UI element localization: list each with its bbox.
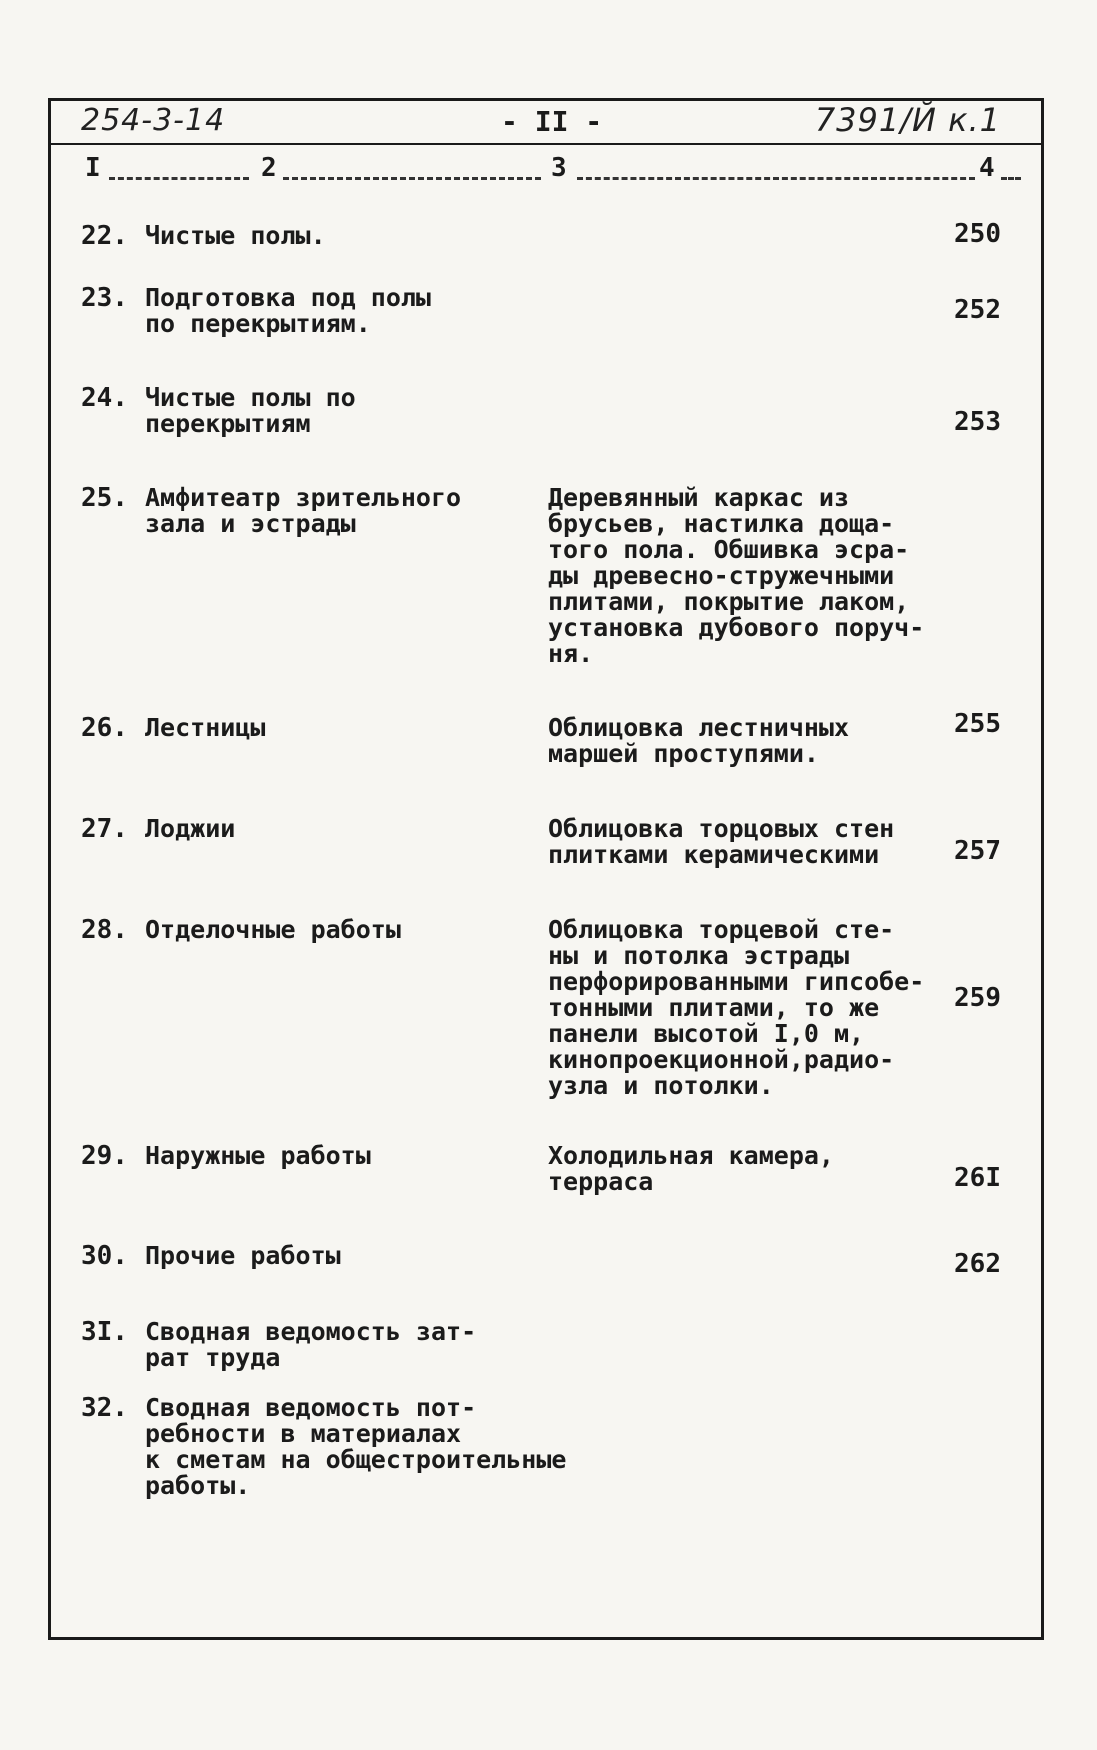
column-divider-dashes [1001,177,1021,180]
item-name: Лестницы [145,713,266,742]
item-name: Отделочные работы [145,915,401,944]
column-4-number: 4 [979,153,995,183]
column-3-number: 3 [551,153,567,183]
item-description: Облицовка торцовых стен плитками керамическими [548,814,895,869]
column-divider-dashes [577,177,975,180]
item-description: Облицовка торцевой сте- ны и потолка эстрады перфорированными гипсобе- тонными плитами, то же панели высотой I,0 м, кинопроекционной,радио- узла и потолки. [548,915,925,1100]
item-name: Амфитеатр зрительного зала и эстрады [145,483,462,538]
column-1-number: I [85,153,101,183]
item-name: Подготовка под полы по перекрытиям. [145,283,431,338]
item-page: 259 [954,983,1001,1013]
item-number: 28. [81,915,128,945]
item-description: Деревянный каркас из брусьев, настилка доща- того пола. Обшивка эсра- ды древесно-стружечными плитами, покрытие лаком, установка дубового поруч- ня. [548,483,925,668]
item-number: 25. [81,483,128,513]
item-number: 22. [81,221,128,251]
item-page: 26I [954,1163,1001,1193]
item-number: 3I. [81,1317,128,1347]
document-number: 7391/Й к.1 [814,101,1001,139]
column-divider-dashes [283,177,541,180]
item-description: Облицовка лестничных маршей проступями. [548,713,850,768]
item-page: 253 [954,407,1001,437]
item-number: 29. [81,1141,128,1171]
item-number: 23. [81,283,128,313]
item-number: 32. [81,1393,128,1423]
item-name: Чистые полы. [145,221,326,250]
item-page: 255 [954,709,1001,739]
item-page: 250 [954,219,1001,249]
item-page: 257 [954,836,1001,866]
column-divider-dashes [109,177,249,180]
page-number: - II - [501,105,603,138]
item-name: Сводная ведомость пот- ребности в материалах к сметам на общестроительные работы. [145,1393,567,1500]
item-page: 262 [954,1249,1001,1279]
document-sheet [48,98,1044,1640]
item-name: Наружные работы [145,1141,371,1170]
item-name: Прочие работы [145,1241,341,1270]
document-code: 254-3-14 [81,103,226,138]
item-name: Сводная ведомость зат- рат труда [145,1317,477,1372]
item-description: Холодильная камера, терраса [548,1141,834,1196]
item-name: Лоджии [145,814,236,843]
item-number: 24. [81,383,128,413]
item-number: 26. [81,713,128,743]
column-2-number: 2 [261,153,277,183]
item-page: 252 [954,295,1001,325]
item-number: 27. [81,814,128,844]
item-name: Чистые полы по перекрытиям [145,383,356,438]
column-numbers [51,153,1041,193]
item-number: 30. [81,1241,128,1271]
header-rule [51,143,1041,145]
